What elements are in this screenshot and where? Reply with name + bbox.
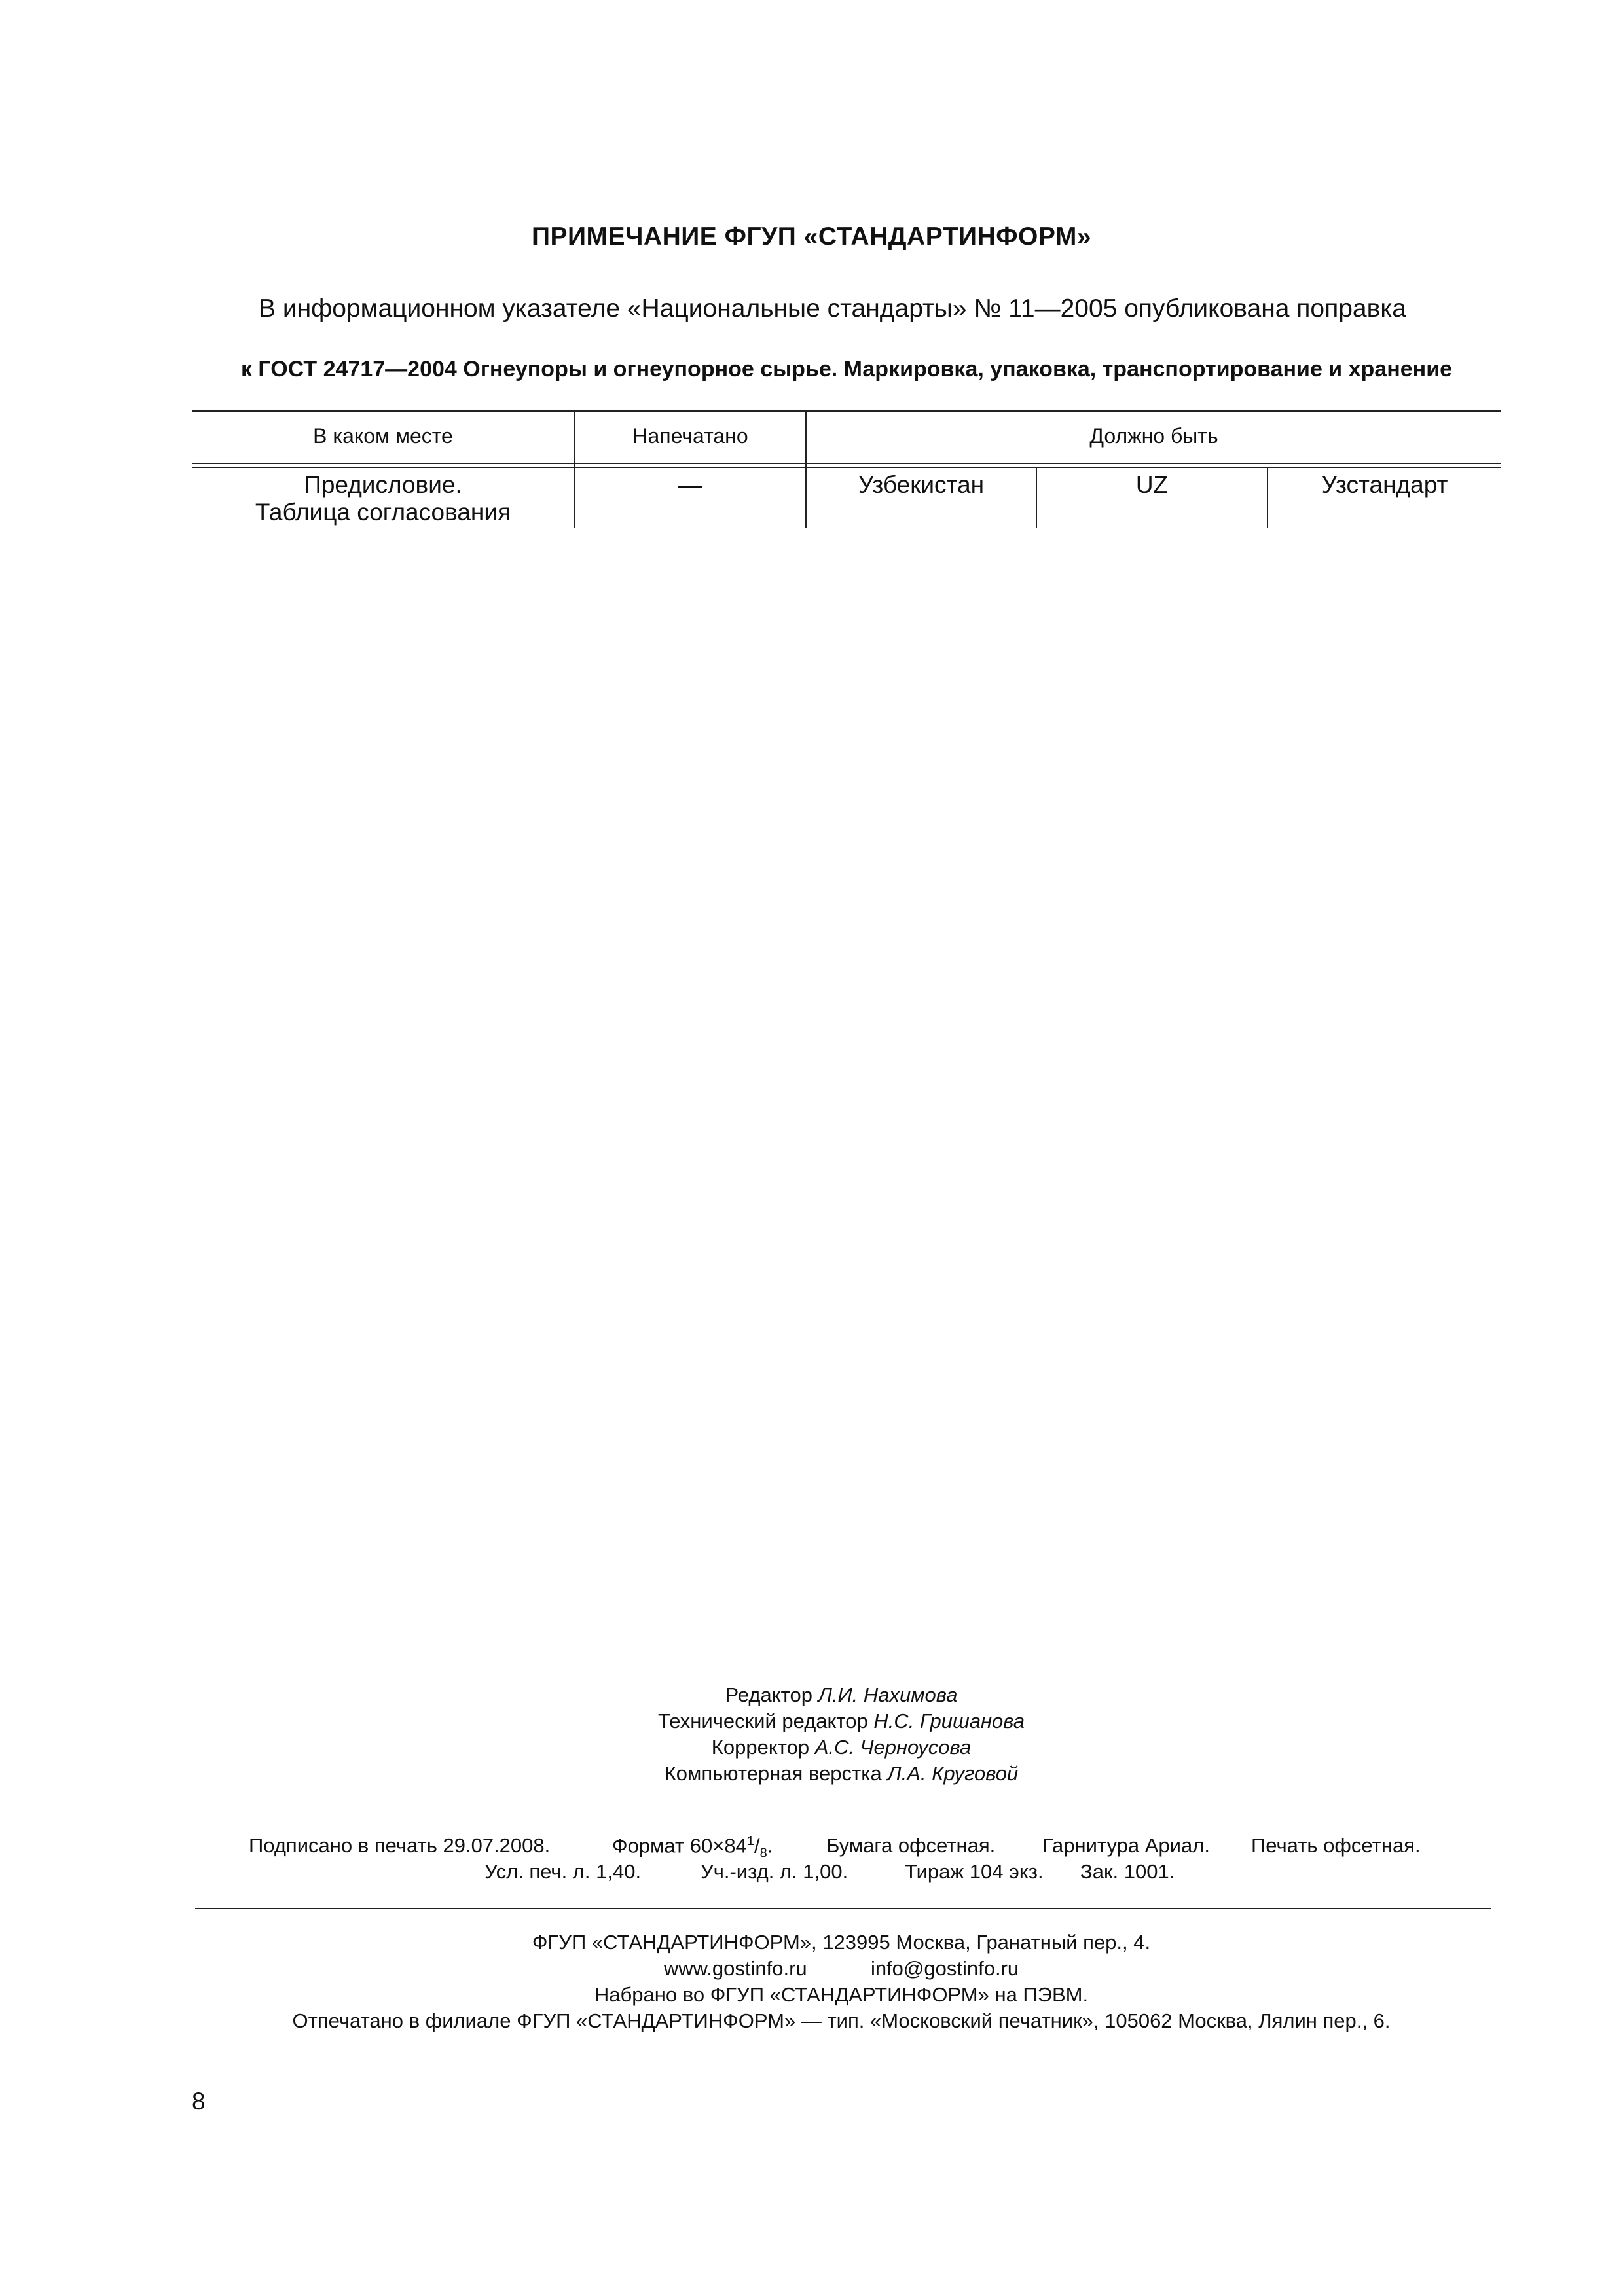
cell-should-be-code: UZ — [1135, 471, 1169, 498]
imprint-divider — [195, 1908, 1491, 1909]
imprint-print: Печать офсетная. — [1251, 1834, 1421, 1857]
publisher-contacts — [0, 1956, 1623, 1982]
header-should-be: Должно быть — [1089, 424, 1218, 448]
imprint-typeface: Гарнитура Ариал. — [1042, 1834, 1210, 1857]
imprint-paper: Бумага офсетная. — [826, 1834, 996, 1857]
credit-layout: Компьютерная верстка Л.А. Круговой — [664, 1762, 1019, 1785]
cell-place-line2: Таблица согласования — [255, 499, 511, 526]
imprint-circulation: Тираж 104 экз. — [905, 1860, 1044, 1883]
note-intro: В информационном указателе «Национальные стандарты» № 11—2005 опубликована поправка — [259, 295, 1406, 323]
credits-block — [0, 1682, 1623, 1787]
imprint-format: Формат $60\times 84^1/_8$. — [612, 1834, 773, 1861]
note-subject: к ГОСТ 24717—2004 Огнеупоры и огнеупорное сырье. Маркировка, упаковка, транспортирование и хранение — [240, 357, 1453, 382]
page-number: 8 — [192, 2088, 206, 2115]
publisher-footer — [0, 1929, 1623, 2034]
imprint-order: Зак. 1001. — [1080, 1860, 1175, 1883]
cell-should-be-org: Узстандарт — [1321, 471, 1448, 498]
table-header-border-1 — [192, 463, 1501, 464]
header-printed: Напечатано — [632, 424, 748, 448]
typeset-note: Набрано во ФГУП «СТАНДАРТИНФОРМ» на ПЭВМ. — [594, 1983, 1089, 2006]
imprint-sheets: Усл. печ. л. 1,40. — [484, 1860, 642, 1883]
publisher-address: ФГУП «СТАНДАРТИНФОРМ», 123995 Москва, Гранатный пер., 4. — [532, 1931, 1151, 1954]
publisher-email: info@gostinfo.ru — [870, 1957, 1019, 1980]
credit-corrector: Корректор А.С. Черноусова — [711, 1736, 972, 1759]
note-title: ПРИМЕЧАНИЕ ФГУП «СТАНДАРТИНФОРМ» — [531, 223, 1092, 251]
publisher-website: www.gostinfo.ru — [663, 1957, 807, 1980]
header-place: В каком месте — [313, 424, 453, 448]
table-header-border-2 — [192, 467, 1501, 468]
imprint-signed: Подписано в печать 29.07.2008. — [249, 1834, 551, 1857]
table-top-border — [192, 410, 1501, 412]
printed-note: Отпечатано в филиале ФГУП «СТАНДАРТИНФОРМ» — тип. «Московский печатник», 105062 Москва, Лялин пер., 6. — [292, 2009, 1391, 2032]
cell-should-be-country: Узбекистан — [858, 471, 985, 498]
cell-place-line1: Предисловие. — [304, 471, 462, 498]
cell-printed: — — [678, 471, 702, 498]
imprint-pub-sheets: Уч.-изд. л. 1,00. — [701, 1860, 848, 1883]
credit-editor: Редактор Л.И. Нахимова — [725, 1683, 958, 1706]
credit-tech-editor: Технический редактор Н.С. Гришанова — [658, 1710, 1025, 1732]
